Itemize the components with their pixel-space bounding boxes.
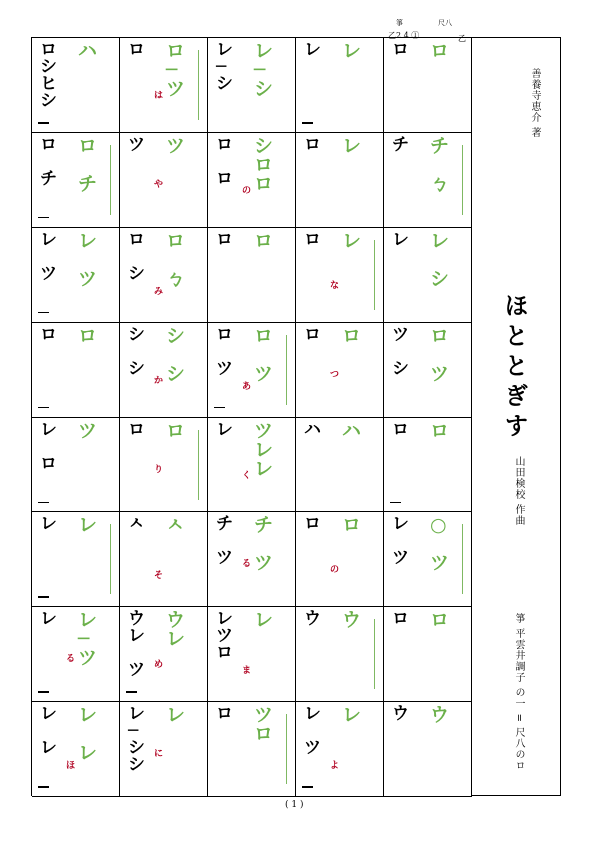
koto-notation: チ ツ	[254, 514, 274, 575]
score-cell	[208, 228, 296, 323]
shakuhachi-notation: ロ	[392, 40, 409, 60]
koto-notation: ハ	[78, 40, 98, 62]
score-cell	[384, 702, 472, 797]
rest-dash	[302, 786, 313, 788]
shakuhachi-notation: レ	[40, 609, 57, 630]
rest-dash	[38, 312, 49, 314]
shakuhachi-notation: ウ レ ツ	[128, 609, 145, 681]
shakuhachi-notation: レ ツ ロ	[216, 609, 233, 664]
lyric-syllable: ほ	[66, 761, 76, 772]
koto-notation: レ	[342, 40, 362, 62]
score-cell	[384, 133, 472, 228]
score-cell	[384, 228, 472, 323]
koto-notation: ロ チ	[78, 134, 98, 195]
koto-notation: レ	[78, 514, 98, 537]
lyric-syllable: く	[242, 470, 252, 481]
score-cell	[384, 607, 472, 702]
shakuhachi-notation: ロ シ ヒ シ	[40, 40, 57, 111]
score-cell	[208, 133, 296, 228]
koto-notation: ロ	[254, 229, 274, 252]
lyric-syllable: は	[154, 91, 164, 101]
score-cell	[208, 38, 296, 133]
shakuhachi-notation: ツ	[128, 134, 145, 155]
koto-notation: ウ レ	[166, 609, 186, 651]
koto-notation: ○ ツ	[430, 514, 450, 575]
phrase-line	[198, 430, 199, 500]
koto-notation: ウ	[342, 609, 362, 632]
score-cell	[32, 323, 120, 418]
shakuhachi-notation: ロ	[40, 324, 57, 345]
shakuhachi-notation: ロ	[304, 324, 321, 345]
phrase-line	[110, 524, 111, 594]
shakuhachi-notation: レ ─ シ	[216, 40, 233, 94]
shakuhachi-notation: ハ	[304, 419, 321, 440]
koto-notation: レ ─ ツ	[78, 609, 98, 670]
rest-dash	[38, 596, 49, 598]
lyric-syllable: の	[242, 185, 252, 196]
koto-notation: レ	[166, 704, 186, 727]
shakuhachi-notation: レ	[392, 229, 409, 250]
lyric-syllable: に	[154, 749, 164, 760]
shakuhachi-notation: レ ツ	[392, 514, 409, 569]
lyric-syllable: の	[330, 565, 340, 576]
phrase-line	[286, 335, 287, 405]
shakuhachi-notation: ロ	[128, 419, 145, 440]
phrase-line	[110, 145, 111, 215]
score-cell	[120, 228, 208, 323]
shakuhachi-header: 尺八	[438, 19, 452, 27]
shakuhachi-notation: ロ ツ	[216, 324, 233, 379]
score-cell	[384, 418, 472, 513]
koto-header: 箏	[396, 19, 403, 27]
koto-notation: ロ	[430, 40, 450, 62]
lyric-syllable: あ	[242, 381, 252, 392]
shakuhachi-notation: ロ	[216, 704, 233, 725]
koto-notation: ㅅ	[166, 514, 185, 537]
lyric-syllable: よ	[330, 761, 340, 772]
score-cell	[384, 38, 472, 133]
shakuhachi-notation: ロ	[392, 609, 409, 630]
shakuhachi-notation: レ ツ	[40, 229, 57, 284]
score-cell	[208, 607, 296, 702]
page-number: ( 1 )	[285, 800, 304, 810]
score-cell	[120, 323, 208, 418]
koto-notation: チ ㄅ	[430, 134, 450, 195]
phrase-line	[374, 619, 375, 689]
tuning-marks: 乙2 4 ①	[388, 31, 420, 40]
score-cell	[296, 323, 384, 418]
koto-notation: ロ	[430, 419, 450, 442]
koto-notation: ハ	[342, 419, 362, 442]
koto-notation: レ ツ	[78, 229, 98, 290]
shakuhachi-notation: チ ツ	[216, 514, 233, 569]
lyric-syllable: や	[154, 179, 164, 190]
koto-notation: ツ	[78, 419, 98, 442]
shakuhachi-notation: ロ	[304, 229, 321, 250]
koto-notation: シ シ	[166, 324, 186, 385]
score-cell	[32, 228, 120, 323]
koto-notation: レ レ	[78, 704, 98, 765]
lyric-syllable: ま	[242, 666, 252, 677]
shakuhachi-notation: レ ツ	[304, 704, 321, 759]
lyric-syllable: る	[66, 654, 76, 665]
koto-notation: ロ ツ	[430, 324, 450, 385]
notation-grid	[31, 37, 471, 796]
score-cell	[32, 702, 120, 797]
composer: 山田検校 作曲	[513, 456, 524, 527]
lyric-syllable: か	[154, 375, 164, 386]
shakuhachi-notation: ウ	[304, 609, 321, 630]
lyric-syllable: み	[154, 286, 164, 297]
koto-notation: ロ ─ ツ	[166, 40, 186, 100]
shakuhachi-notation: ロ	[304, 514, 321, 535]
author: 善養寺恵介 著	[529, 68, 540, 139]
title-panel	[471, 37, 561, 796]
lyric-syllable: つ	[330, 369, 340, 380]
koto-notation: レ シ	[430, 229, 450, 290]
koto-notation: ツ レ レ	[254, 419, 274, 480]
rest-dash	[38, 217, 49, 219]
shakuhachi-notation: ロ	[128, 40, 145, 60]
score-cell	[32, 512, 120, 607]
piece-title: ほととぎす	[500, 293, 529, 443]
score-cell	[296, 418, 384, 513]
shakuhachi-notation: シ シ	[128, 324, 145, 379]
koto-notation: ロ	[430, 609, 450, 632]
koto-notation: ロ	[342, 514, 362, 537]
shakuhachi-notation: ロ	[392, 419, 409, 440]
rest-dash	[214, 407, 225, 409]
koto-notation: レ	[254, 609, 274, 632]
shakuhachi-notation: ロ	[216, 229, 233, 250]
shakuhachi-notation: ロ	[304, 134, 321, 155]
score-cell	[208, 323, 296, 418]
koto-notation: ロ ㄅ	[166, 229, 186, 290]
lyric-syllable: そ	[154, 571, 164, 582]
rest-dash	[38, 122, 49, 124]
shakuhachi-notation: チ	[392, 134, 409, 155]
shakuhachi-notation: レ ロ	[40, 419, 57, 474]
score-cell	[120, 38, 208, 133]
score-cell	[208, 512, 296, 607]
koto-notation: ロ	[342, 324, 362, 347]
koto-notation: ウ	[430, 704, 450, 727]
score-cell	[120, 418, 208, 513]
koto-notation: レ	[342, 704, 362, 727]
koto-notation: ロ	[166, 419, 186, 442]
shakuhachi-notation: ウ	[392, 704, 409, 725]
shakuhachi-notation: レ	[304, 40, 321, 60]
tuning-note: 箏 平雲井調子 の一 = 尺八のロ	[513, 613, 524, 772]
score-cell	[208, 418, 296, 513]
score-cell	[208, 702, 296, 797]
shakuhachi-notation: レ レ	[40, 704, 57, 759]
koto-notation: ロ ツ	[254, 324, 274, 385]
lyric-syllable: る	[242, 559, 252, 570]
koto-notation: ロ	[78, 324, 98, 347]
shakuhachi-notation: ツ シ	[392, 324, 409, 379]
rest-dash	[302, 122, 313, 124]
rest-dash	[38, 786, 49, 788]
shakuhachi-notation: レ ─ シ シ	[128, 704, 145, 776]
rest-dash	[38, 407, 49, 409]
koto-notation: シ ロ ロ	[254, 134, 274, 195]
shakuhachi-notation: ロ チ	[40, 134, 57, 189]
phrase-line	[198, 50, 199, 120]
lyric-syllable: り	[154, 464, 164, 475]
shakuhachi-notation: ㅅ	[128, 514, 145, 535]
score-cell	[32, 607, 120, 702]
shakuhachi-notation: レ	[40, 514, 57, 535]
rest-dash	[390, 502, 401, 504]
phrase-line	[462, 524, 463, 594]
score-cell	[120, 607, 208, 702]
lyric-syllable: め	[154, 660, 164, 671]
score-cell	[120, 702, 208, 797]
score-cell	[32, 418, 120, 513]
shakuhachi-notation: ロ シ	[128, 229, 145, 284]
score-cell	[384, 512, 472, 607]
koto-notation: ツ ロ	[254, 704, 274, 746]
koto-notation: ツ	[166, 134, 186, 157]
score-cell	[120, 512, 208, 607]
koto-notation: レ	[342, 229, 362, 252]
shakuhachi-notation: ロ ロ	[216, 134, 233, 189]
rest-dash	[38, 502, 49, 504]
rest-dash	[126, 691, 137, 693]
koto-notation: レ ─ シ	[254, 40, 274, 100]
lyric-syllable: な	[330, 280, 340, 291]
shakuhachi-notation: レ	[216, 419, 233, 440]
score-cell	[296, 38, 384, 133]
score-cell	[32, 38, 120, 133]
score-cell	[296, 607, 384, 702]
rest-dash	[38, 691, 49, 693]
score-cell	[296, 512, 384, 607]
score-cell	[296, 228, 384, 323]
otsu-mark: 乙	[458, 34, 466, 43]
phrase-line	[374, 240, 375, 310]
phrase-line	[286, 714, 287, 784]
koto-notation: レ	[342, 134, 362, 157]
score-cell	[120, 133, 208, 228]
score-cell	[296, 133, 384, 228]
score-cell	[296, 702, 384, 797]
phrase-line	[462, 145, 463, 215]
score-cell	[32, 133, 120, 228]
score-cell	[384, 323, 472, 418]
